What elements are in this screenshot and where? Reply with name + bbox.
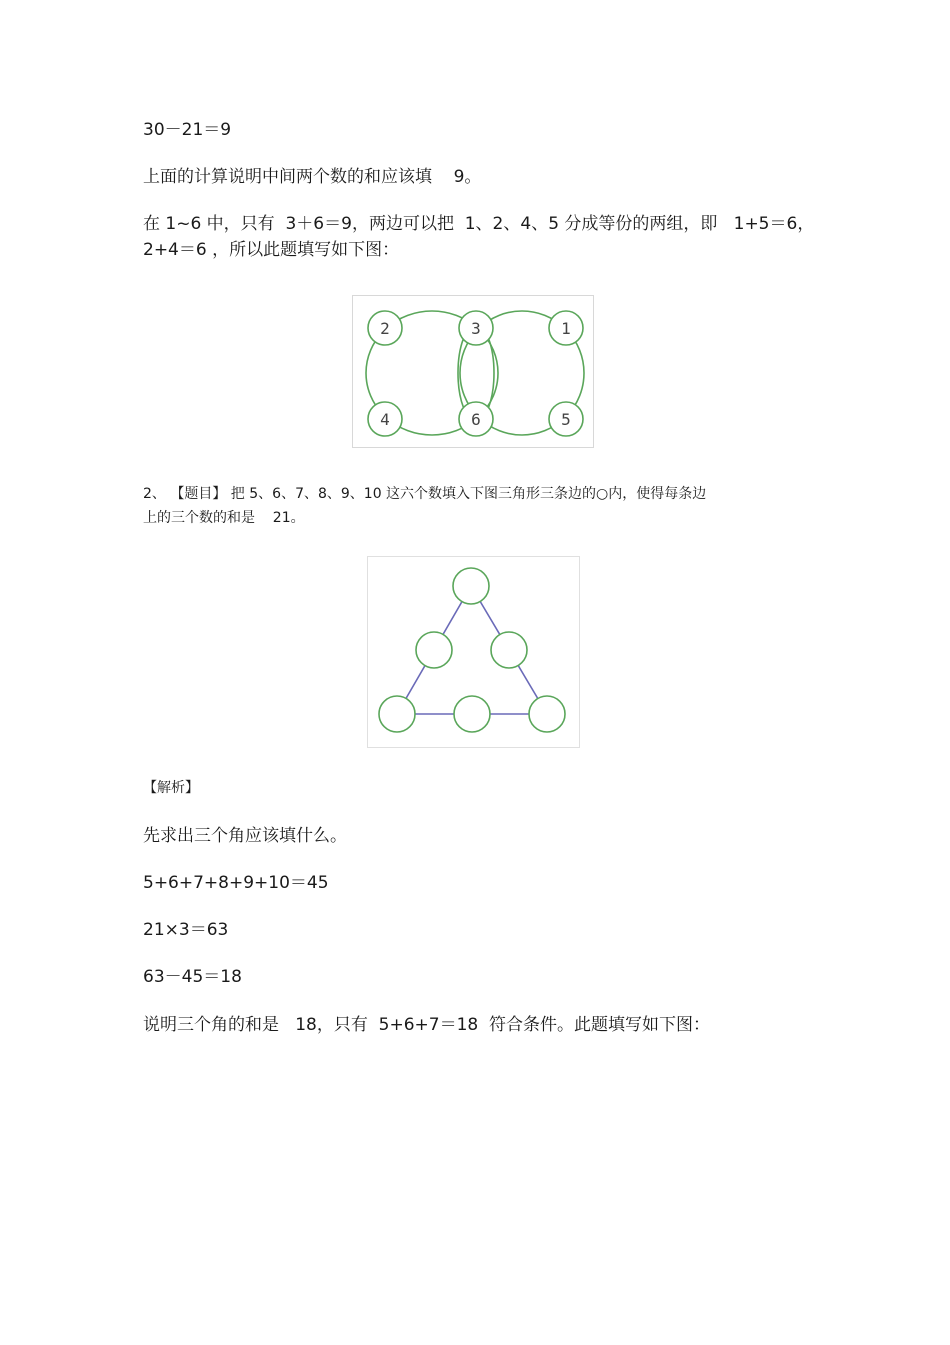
circle-node (549, 311, 583, 345)
paragraph-middle-sum: 上面的计算说明中间两个数的和应该填 9。 (143, 167, 482, 187)
figure-loops-diagram (352, 295, 594, 448)
circle-node (459, 402, 493, 436)
equation-30-21: 30－21＝9 (143, 120, 232, 140)
circle-node (549, 402, 583, 436)
circle-number: 3 (471, 319, 481, 338)
analysis-line5: 说明三个角的和是 18，只有 5+6+7＝18 符合条件。此题填写如下图： (143, 1015, 711, 1035)
analysis-line2: 5+6+7+8+9+10＝45 (143, 873, 329, 893)
circle-number: 2 (380, 319, 390, 338)
circle-number: 1 (561, 319, 571, 338)
circle-node (459, 311, 493, 345)
circle-number: 4 (380, 410, 390, 429)
analysis-line3: 21×3＝63 (143, 920, 229, 940)
paragraph-grouping-line2: 2+4＝6 ，所以此题填写如下图： (143, 240, 400, 260)
paragraph-grouping-line1: 在 1~6 中，只有 3＋6＝9，两边可以把 1、2、4、5 分成等份的两组，即 1+5＝6， (143, 214, 815, 234)
empty-circle-bottom-right (529, 696, 565, 732)
empty-circle-right-mid (491, 632, 527, 668)
analysis-line4: 63－45＝18 (143, 967, 242, 987)
circle-number: 5 (561, 410, 571, 429)
empty-circle-top (453, 568, 489, 604)
analysis-line1: 先求出三个角应该填什么。 (143, 826, 347, 846)
problem-2-statement-line2: 上的三个数的和是 21。 (143, 510, 305, 526)
figure-triangle-diagram (367, 556, 580, 748)
circle-node (368, 311, 402, 345)
analysis-label: 【解析】 (143, 780, 199, 796)
empty-circle-bottom-mid (454, 696, 490, 732)
circle-node (368, 402, 402, 436)
problem-2-statement-line1: 2、 【题目】 把 5、6、7、8、9、10 这六个数填入下图三角形三条边的○内，使得每条边 (143, 486, 707, 502)
empty-circle-bottom-left (379, 696, 415, 732)
empty-circle-left-mid (416, 632, 452, 668)
circle-number: 6 (471, 410, 481, 429)
